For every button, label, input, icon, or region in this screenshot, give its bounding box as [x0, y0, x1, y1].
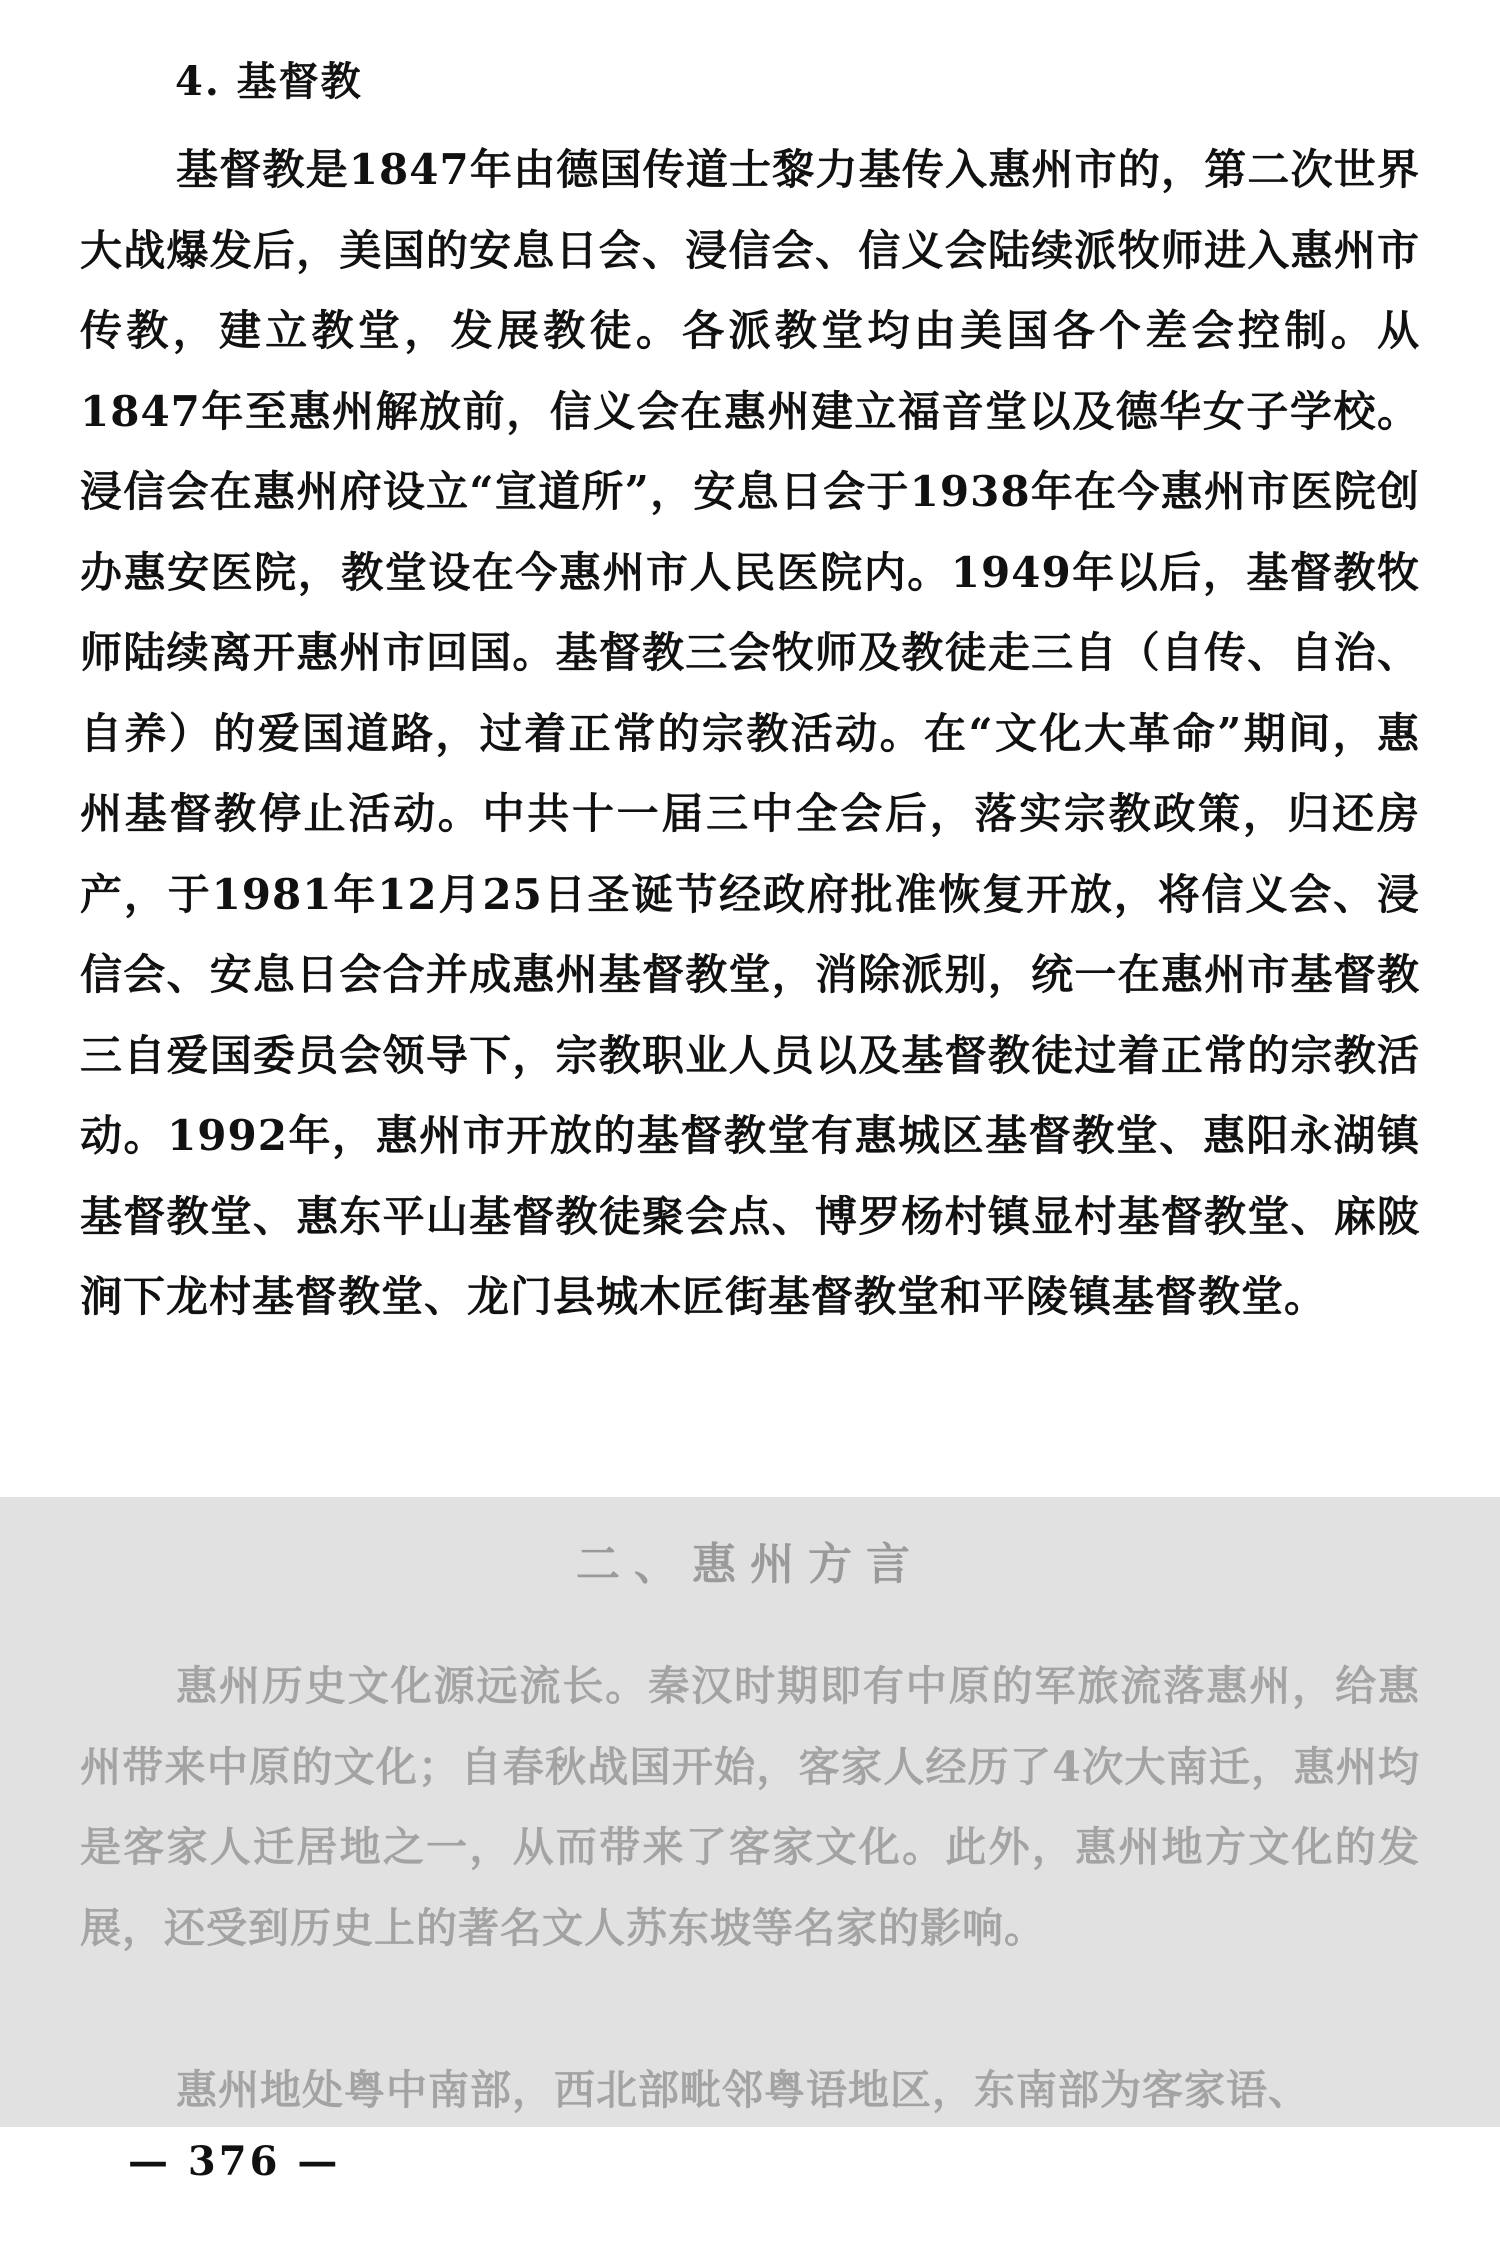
- next-section-title: 二、惠州方言: [576, 1539, 924, 1590]
- page-number: — 376 —: [128, 2138, 341, 2185]
- main-paragraph: 基督教是1847年由德国传道士黎力基传入惠州市的，第二次世界大战爆发后，美国的安息日会、浸信会、信义会陆续派牧师进入惠州市传教，建立教堂，发展教徒。各派教堂均由美国各个差会控制。从1847年至惠州解放前，信义会在惠州建立福音堂以及德华女子学校。浸信会在惠州府设立“宣道所”，安息日会于1938年在今惠州市医院创办惠安医院，教堂设在今惠州市人民医院内。1949年以后，基督教牧师陆续离开惠州市回国。基督教三会牧师及教徒走三自（自传、自治、自养）的爱国道路，过着正常的宗教活动。在“文化大革命”期间，惠州基督教停止活动。中共十一届三中全会后，落实宗教政策，归还房产，于1981年12月25日圣诞节经政府批准恢复开放，将信义会、浸信会、安息日会合并成惠州基督教堂，消除派别，统一在惠州市基督教三自爱国委员会领导下，宗教职业人员以及基督教徒过着正常的宗教活动。1992年，惠州市开放的基督教堂有惠城区基督教堂、惠阳永湖镇基督教堂、惠东平山基督教徒聚会点、博罗杨村镇显村基督教堂、麻陂涧下龙村基督教堂、龙门县城木匠街基督教堂和平陵镇基督教堂。: [80, 145, 1420, 1321]
- next-section-paragraph-1: 惠州历史文化源远流长。秦汉时期即有中原的军旅流落惠州，给惠州带来中原的文化；自春秋战国开始，客家人经历了4次大南迁，惠州均是客家人迁居地之一，从而带来了客家文化。此外，惠州地方文化的发展，还受到历史上的著名文人苏东坡等名家的影响。: [80, 1662, 1420, 1952]
- section-heading: 4. 基督教: [175, 58, 363, 105]
- next-section-paragraph-2: 惠州地处粤中南部，西北部毗邻粤语地区，东南部为客家语、: [176, 2066, 1310, 2114]
